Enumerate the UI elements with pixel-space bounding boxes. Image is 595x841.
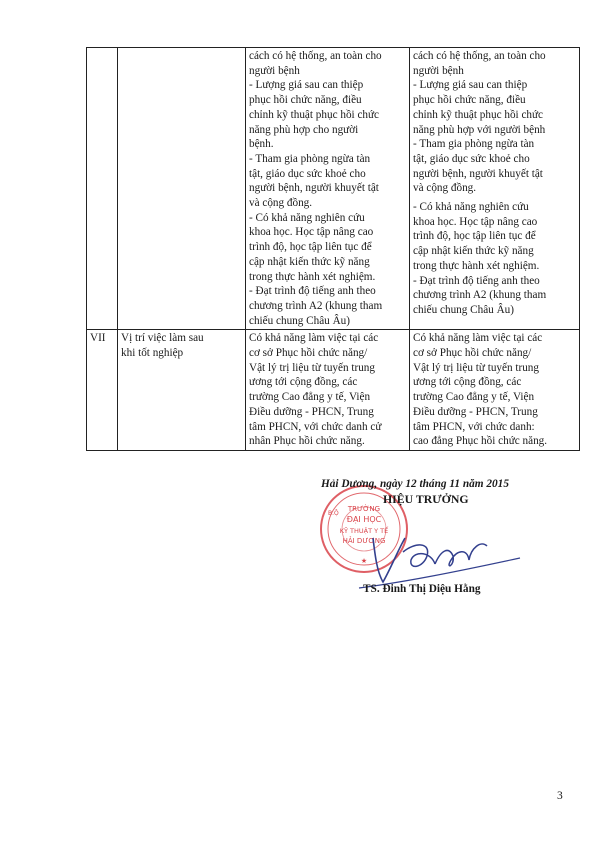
table-row xyxy=(87,48,580,330)
text-line: người bệnh xyxy=(249,64,300,77)
table-cell-col3 xyxy=(246,330,410,451)
text-line: cơ sở Phục hồi chức năng/ xyxy=(413,347,532,360)
table-cell-label xyxy=(118,48,246,330)
text-line: ương tới cộng đồng, các xyxy=(249,376,358,389)
text-line: cập nhật kiến thức kỹ năng xyxy=(413,245,534,258)
signature-date: Hải Dương, ngày 12 tháng 11 năm 2015 xyxy=(321,478,509,490)
table-cell-col4 xyxy=(410,330,580,451)
svg-text:B.Ộ: B.Ộ xyxy=(328,510,339,517)
row-number: VII xyxy=(87,330,118,451)
text-line: khoa học. Học tập nâng cao xyxy=(249,226,374,239)
text-line: trình độ, học tập liên tục để xyxy=(249,241,372,254)
text-line: trong thực hành xét nghiệm. xyxy=(413,259,540,272)
table-cell-col4 xyxy=(410,48,580,330)
svg-text:TRƯỜNG: TRƯỜNG xyxy=(347,505,381,513)
text-line: phục hồi chức năng, điều xyxy=(249,94,362,107)
text-line: Điều dưỡng - PHCN, Trung xyxy=(249,405,374,418)
text-line: Điều dưỡng - PHCN, Trung xyxy=(413,405,538,418)
text-line: bệnh. xyxy=(249,138,274,151)
text-line: tật, giáo dục sức khoẻ cho xyxy=(413,152,530,165)
page-number: 3 xyxy=(557,790,563,802)
text-line: - Tham gia phòng ngừa tàn xyxy=(249,152,371,165)
signatory-name: TS. Đinh Thị Diệu Hằng xyxy=(363,583,481,595)
text-line: Có khả năng làm việc tại các xyxy=(413,332,543,345)
signatory-title: HIỆU TRƯỞNG xyxy=(383,492,469,506)
text-line: - Tham gia phòng ngừa tàn xyxy=(413,138,535,151)
text-line: Có khả năng làm việc tại các xyxy=(249,332,379,345)
text-line: và cộng đồng. xyxy=(413,182,477,195)
text-line: tâm PHCN, với chức danh cử xyxy=(249,420,382,433)
text-line: tật, giáo dục sức khoẻ cho xyxy=(249,167,366,180)
text-line: cập nhật kiến thức kỹ năng xyxy=(249,255,370,268)
text-line: Vật lý trị liệu từ tuyến trung xyxy=(249,361,375,374)
text-line: chiếu chung Châu Âu) xyxy=(413,303,514,316)
row-label xyxy=(118,330,246,451)
text-line: năng phù hợp với người bệnh xyxy=(413,123,546,136)
text-line: tâm PHCN, với chức danh: xyxy=(413,420,535,433)
table-row xyxy=(87,330,580,451)
text-line: người bệnh, người khuyết tật xyxy=(249,182,379,195)
text-line: nhân Phục hồi chức năng. xyxy=(249,435,365,448)
text-line: người bệnh, người khuyết tật xyxy=(413,167,543,180)
text-line: cách có hệ thống, an toàn cho xyxy=(413,50,546,62)
text-line: - Lượng giá sau can thiệp xyxy=(249,79,364,92)
text-line: - Đạt trình độ tiếng anh theo xyxy=(413,274,540,287)
svg-text:ĐẠI HỌC: ĐẠI HỌC xyxy=(346,515,382,524)
text-line: năng phù hợp cho người xyxy=(249,123,359,136)
text-line: - Có khả năng nghiên cứu xyxy=(249,211,365,224)
table-cell-number xyxy=(87,48,118,330)
text-line: Vị trí việc làm sau xyxy=(121,332,204,345)
text-line: người bệnh xyxy=(413,64,464,77)
text-line: khoa học. Học tập nâng cao xyxy=(413,215,538,228)
text-line: - Lượng giá sau can thiệp xyxy=(413,79,528,92)
text-line: Vật lý trị liệu từ tuyến trung xyxy=(413,361,539,374)
table-cell-col3 xyxy=(246,48,410,330)
text-line: và cộng đồng. xyxy=(249,197,313,210)
text-line: - Có khả năng nghiên cứu xyxy=(413,201,529,214)
curriculum-table xyxy=(86,47,580,451)
text-line: trình độ, học tập liên tục để xyxy=(413,230,536,243)
text-line: chỉnh kỹ thuật phục hồi chức xyxy=(249,108,380,121)
text-line: trong thực hành xét nghiệm. xyxy=(249,270,376,283)
text-line: cơ sở Phục hồi chức năng/ xyxy=(249,347,368,360)
text-line: chương trình A2 (khung tham xyxy=(413,289,547,302)
text-line: trường Cao đẳng y tế, Viện xyxy=(249,391,371,404)
text-line: cách có hệ thống, an toàn cho xyxy=(249,50,382,62)
text-line: chương trình A2 (khung tham xyxy=(249,299,383,312)
text-line: chỉnh kỹ thuật phục hồi chức xyxy=(413,108,544,121)
text-line: - Đạt trình độ tiếng anh theo xyxy=(249,285,376,298)
text-line: cao đẳng Phục hồi chức năng. xyxy=(413,435,548,448)
svg-text:HẢI DƯƠNG: HẢI DƯƠNG xyxy=(342,537,386,545)
text-line: phục hồi chức năng, điều xyxy=(413,94,526,107)
text-line: ương tới cộng đồng, các xyxy=(413,376,522,389)
svg-text:★: ★ xyxy=(360,557,368,565)
text-line: trường Cao đẳng y tế, Viện xyxy=(413,391,535,404)
text-line: khi tốt nghiệp xyxy=(121,347,184,360)
text-line: chiếu chung Châu Âu) xyxy=(249,314,350,327)
svg-text:KỸ THUẬT Y TẾ: KỸ THUẬT Y TẾ xyxy=(339,527,389,535)
